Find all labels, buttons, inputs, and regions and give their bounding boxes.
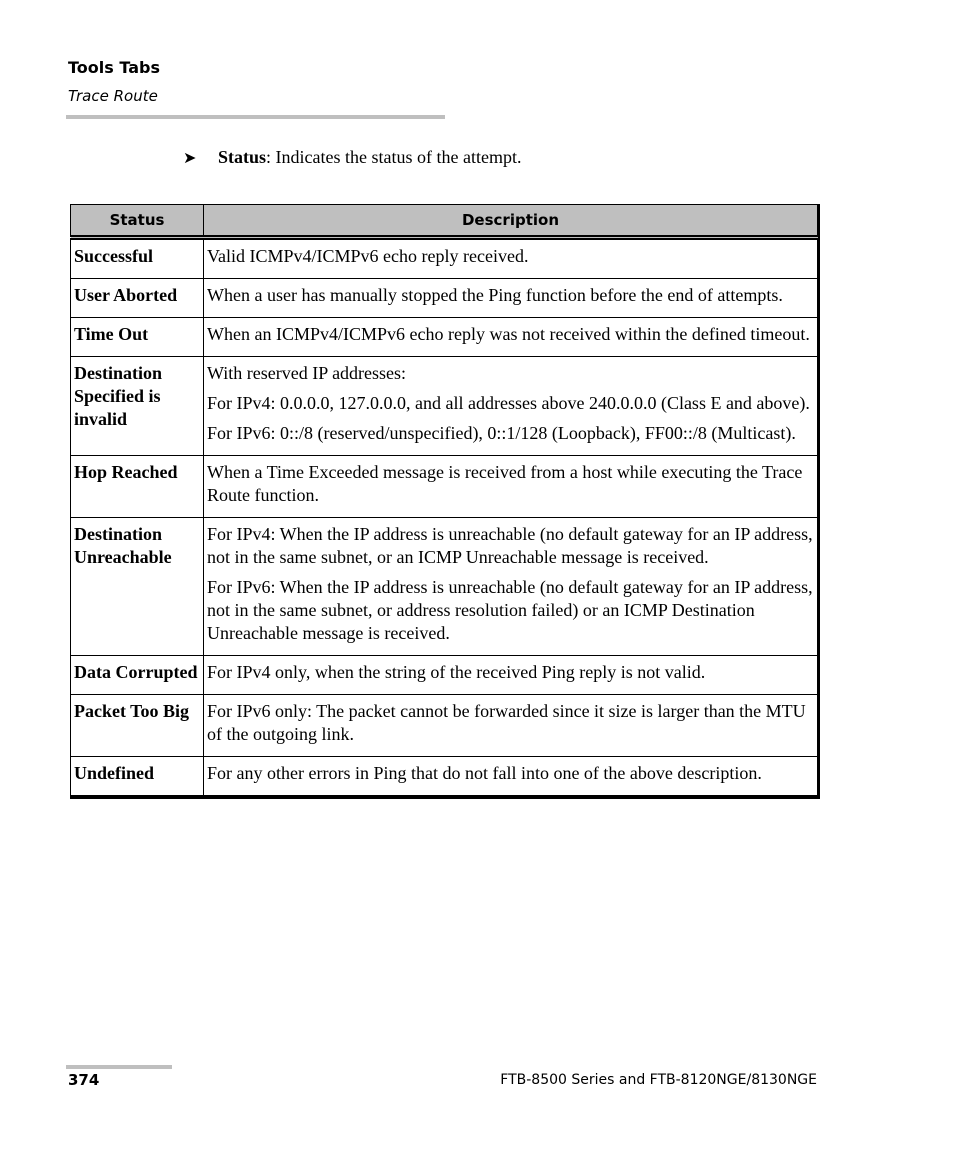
status-table <box>70 204 818 796</box>
bullet-term: Status <box>218 147 267 167</box>
description-paragraph: When a user has manually stopped the Ping function before the end of attempts. <box>207 285 783 305</box>
table-row <box>71 456 818 518</box>
description-paragraph: For IPv4 only, when the string of the received Ping reply is not valid. <box>207 662 706 682</box>
header-rule <box>66 115 445 119</box>
description-cell <box>204 757 818 796</box>
table-row <box>71 318 818 357</box>
column-header-status: Status <box>71 205 204 238</box>
table-body <box>71 238 818 796</box>
footer-rule <box>66 1065 172 1069</box>
table-header-row <box>71 205 818 238</box>
table-row <box>71 238 818 279</box>
status-cell: Undefined <box>71 757 204 796</box>
table-row <box>71 357 818 456</box>
description-cell <box>204 238 818 279</box>
product-name: FTB-8500 Series and FTB-8120NGE/8130NGE <box>500 1072 817 1088</box>
table-row <box>71 518 818 656</box>
description-cell <box>204 357 818 456</box>
status-cell: User Aborted <box>71 279 204 318</box>
description-cell <box>204 656 818 695</box>
description-paragraph: When a Time Exceeded message is received from a host while executing the Trace Route function. <box>207 462 803 505</box>
description-paragraph: Valid ICMPv4/ICMPv6 echo reply received. <box>207 246 529 266</box>
status-bullet <box>183 147 521 168</box>
description-paragraph: For IPv6 only: The packet cannot be forwarded since it size is larger than the MTU of the outgoing link. <box>207 701 806 744</box>
table-row <box>71 279 818 318</box>
status-cell: Destination Unreachable <box>71 518 204 656</box>
table-row <box>71 757 818 796</box>
description-paragraph: For IPv4: 0.0.0.0, 127.0.0.0, and all addresses above 240.0.0.0 (Class E and above). <box>207 393 810 413</box>
table-row <box>71 695 818 757</box>
section-title: Tools Tabs <box>68 58 160 77</box>
status-cell: Successful <box>71 238 204 279</box>
description-paragraph: For IPv6: 0::/8 (reserved/unspecified), 0::1/128 (Loopback), FF00::/8 (Multicast). <box>207 423 796 443</box>
description-cell <box>204 279 818 318</box>
status-cell: Packet Too Big <box>71 695 204 757</box>
status-cell: Destination Specified is invalid <box>71 357 204 456</box>
status-cell: Hop Reached <box>71 456 204 518</box>
description-paragraph: For IPv6: When the IP address is unreachable (no default gateway for an IP address, not in the same subnet, or address resolution failed) or an ICMP Destination Unreachable message is received. <box>207 577 813 643</box>
table-row <box>71 656 818 695</box>
status-table-frame <box>70 204 820 799</box>
description-cell <box>204 518 818 656</box>
description-cell <box>204 456 818 518</box>
bullet-text: : Indicates the status of the attempt. <box>266 147 522 167</box>
status-cell: Time Out <box>71 318 204 357</box>
description-paragraph: When an ICMPv4/ICMPv6 echo reply was not received within the defined timeout. <box>207 324 810 344</box>
description-paragraph: For IPv4: When the IP address is unreachable (no default gateway for an IP address, not in the same subnet, or an ICMP Unreachable message is received. <box>207 524 813 567</box>
status-cell: Data Corrupted <box>71 656 204 695</box>
description-cell <box>204 318 818 357</box>
page-number: 374 <box>68 1071 100 1089</box>
description-paragraph: With reserved IP addresses: <box>207 363 407 383</box>
arrowhead-bullet-icon: ➤ <box>183 150 197 167</box>
description-cell <box>204 695 818 757</box>
section-subtitle: Trace Route <box>68 87 158 105</box>
column-header-description: Description <box>204 205 818 238</box>
description-paragraph: For any other errors in Ping that do not fall into one of the above description. <box>207 763 762 783</box>
